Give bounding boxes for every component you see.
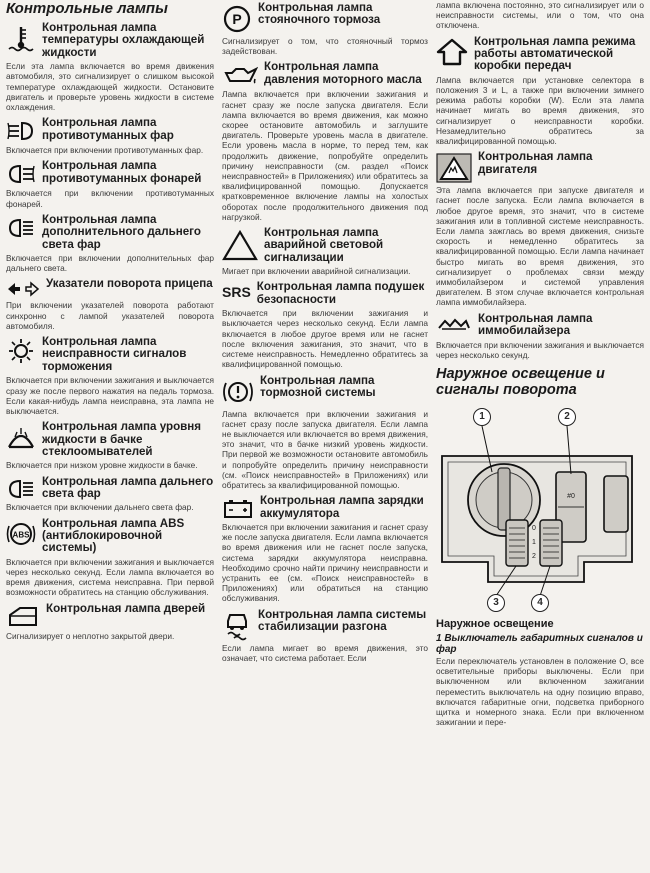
lamp-aux-high-beam — [6, 214, 214, 274]
lamp-title: Контрольная лампа зарядки аккумулятора — [260, 494, 424, 520]
column-middle — [222, 0, 428, 873]
lamp-text: Включается при включении противотуманных фонарей. — [6, 188, 214, 209]
lamp-text: Включается при включении зажигания и выключается через несколько секунд. — [436, 339, 644, 360]
light-switch-panel-drawing — [436, 402, 644, 614]
lamp-title: Контрольная лампа дверей — [46, 601, 206, 615]
immobilizer-icon — [436, 315, 472, 335]
lamp-text: Включается при включении дополнительных фар дальнего света. — [6, 253, 214, 274]
door-open-icon — [6, 605, 40, 629]
lamp-coolant — [6, 22, 214, 112]
coolant-temperature-icon — [6, 24, 36, 54]
lamp-title: Контрольная лампа системы стабилизации разгона — [258, 607, 427, 633]
lamp-title: Контрольная лампа давления моторного масла — [264, 60, 422, 86]
stability-control-icon — [222, 611, 252, 641]
lamp-text: Включается при низком уровне жидкости в бачке. — [6, 460, 198, 471]
srs-airbag-icon: SRS — [222, 284, 251, 301]
lamp-engine — [436, 151, 644, 307]
turn-signal-icon — [6, 280, 40, 298]
svg-text:ABS: ABS — [12, 530, 30, 540]
abs-icon — [6, 520, 36, 548]
outdoor-lighting-title: Наружное освещение и сигналы поворота — [436, 365, 605, 398]
lamp-brake-lights — [6, 336, 214, 416]
lamp-text: Лампа включается при включении зажигания и гаснет сразу же после запуска двигателя. Если лампа включается во время движения, как можно скорее остановите автомобиль и заглушите двигатель. Проверьте уровень масла в двигателе. Если уровень масла в норме, то перед тем, как продолжить движение, попробуйте определить причину неисправности (см. раздел «Поиск неисправностей» в Приложениях) или обратитесь за квалифицированной помощью. Допускается кратковременное включение лампы на холостых оборотах после продолжительного движения под нагрузкой. — [222, 89, 428, 222]
lamp-text: Включается при включении зажигания и выключается через несколько секунд. Если лампа включается во время движения, система неисправна. При первой возможности обратитесь на станцию обслуживания. — [6, 556, 214, 598]
lamp-title: Контрольная лампа аварийной световой сигнализации — [264, 226, 384, 264]
lamp-srs — [222, 281, 428, 369]
lamp-battery — [222, 495, 428, 603]
auxiliary-high-beam-icon — [6, 216, 36, 240]
lamp-front-fog — [6, 117, 214, 155]
battery-charge-icon — [222, 497, 254, 519]
switch-2-label: #0 — [567, 492, 575, 500]
high-beam-icon — [6, 478, 36, 500]
callout-1: 1 — [473, 408, 491, 426]
hazard-warning-icon — [222, 229, 258, 261]
lamp-title: Контрольная лампа двигателя — [478, 150, 593, 176]
lamp-text: Если эта лампа включается во время движения автомобиля, это сигнализирует о слишком высокой температуре охлаждающей жидкости. Остановите двигатель и проверьте уровень жидкости в системе охлаждения. — [6, 61, 214, 113]
washer-fluid-icon — [6, 423, 36, 449]
lamp-title: Контрольная лампа тормозной системы — [260, 373, 376, 399]
lamp-trailer-turn — [6, 278, 214, 331]
oil-pressure-icon — [222, 63, 258, 87]
lamp-text: Эта лампа включается при запуске двигателя и гаснет после запуска. Если лампа включается в любое другое время, это значит, что в системе зажигания или в топливной системе неисправность. Если лампа зажглась во время движения, снизьте скорость и немедленно обратитесь за квалифицированной помощью. Если лампа начинает быстро мигать во время движения, это сигнализирует о проблемах связи между иммобилайзером и системой управления двигателем. В этом случае включается контрольная лампа иммобилайзера. — [436, 185, 644, 308]
item-title: 1 Выключатель габаритных сигналов и фар — [436, 632, 643, 656]
lamp-washer-fluid — [6, 421, 214, 470]
item-text: Если переключатель установлен в положение О, все осветительные приборы выключены. Если при выключенном или включенном зажигании переместить выключатель на одну позицию вправо, включатся габаритные огни, подсветка приборного щитка и номерного знака. Если при включенном зажигании и пере- — [436, 655, 644, 728]
parking-brake-icon — [222, 4, 252, 34]
section-title: Контрольные лампы — [6, 0, 168, 17]
lamp-text: Включается при включении зажигания и выключается через несколько секунд. Если лампа включается в любое другое время или не гаснет после включения зажигания, это значит, что в системе неисправность. Немедленно обратитесь за квалифицированной помощью. — [222, 308, 428, 370]
thumbwheel-4 — [540, 520, 562, 566]
lamp-text: Включается при включении дальнего света фар. — [6, 502, 194, 513]
automatic-transmission-mode-icon — [436, 38, 468, 66]
subsection-title: Наружное освещение — [436, 617, 554, 630]
lamp-oil-pressure — [222, 61, 428, 222]
thumbwheel-3 — [506, 520, 528, 566]
lamp-hazard — [222, 227, 428, 276]
lamp-stability — [222, 609, 428, 663]
lamp-transmission — [436, 36, 644, 147]
lamp-text: Лампа включается при установке селектора в положения 3 и L, а также при включении зимнего режима работы коробки (W). Если эта лампа начинает мигать во время движения, это сигнализирует о неисправности коробки. Незамедлительно обратитесь за квалифицированной помощью. — [436, 74, 644, 147]
lamp-rear-fog — [6, 160, 214, 208]
lamp-text: Включается при включении противотуманных фар. — [6, 145, 204, 156]
lamp-text: Включается при включении зажигания и выключается сразу же после первого нажатия на педаль тормоза. Если какая-нибудь лампа неисправна, эта лампа не выключается. — [6, 375, 214, 416]
lamp-title: Контрольная лампа дополнительного дальнего света фар — [42, 212, 201, 251]
callout-3: 3 — [487, 594, 505, 612]
position-label: 1 — [532, 538, 536, 546]
lamp-immobilizer — [436, 313, 644, 360]
lamp-text: Если лампа мигает во время движения, это означает, что система работает. Если — [222, 642, 428, 663]
lamp-text: Мигает при включении аварийной сигнализации. — [222, 266, 411, 277]
callout-4: 4 — [531, 594, 549, 612]
lamp-parking-brake — [222, 2, 428, 56]
column-right — [436, 0, 644, 873]
callout-2: 2 — [558, 408, 576, 426]
lamp-title: Контрольная лампа противотуманных фар — [42, 116, 174, 142]
lamp-title: Контрольная лампа температуры охлаждающей жидкости — [42, 21, 205, 59]
lamp-text: Сигнализирует о неплотно закрытой двери. — [6, 630, 175, 641]
lamp-brake-system — [222, 375, 428, 491]
position-label: 2 — [532, 552, 536, 560]
lamp-text: Включается при включении зажигания и гаснет сразу же после запуска двигателя. Если лампа включается во время движения или не гаснет после запуска, система зарядки аккумулятора неисправна. Необходимо срочно найти причину неисправности и устранить ее (см. «Поиск неисправностей» в Приложениях) или обратиться на станцию обслуживания. — [222, 521, 428, 604]
lamp-title: Контрольная лампа уровня жидкости в бачке стеклоомывателей — [42, 420, 202, 458]
lamp-high-beam — [6, 476, 214, 513]
lamp-title: Контрольная лампа стояночного тормоза — [258, 1, 381, 27]
lamp-title: Указатели поворота прицепа — [46, 277, 213, 291]
lamp-title: Контрольная лампа дальнего света фар — [42, 474, 214, 500]
position-label: 0 — [532, 524, 536, 532]
light-switch-figure — [436, 402, 644, 614]
brake-light-fault-icon — [6, 338, 36, 364]
switch-right — [604, 476, 628, 532]
lamp-title: Контрольная лампа противотуманных фонарей — [42, 159, 202, 185]
lamp-title: Контрольная лампа режима работы автоматической коробки передач — [474, 34, 636, 73]
front-fog-light-icon — [6, 119, 36, 143]
lamp-doors — [6, 603, 214, 641]
continued-text: лампа включена постоянно, это сигнализирует или о неисправности системы, или о том, что она отключена. — [436, 0, 644, 31]
column-left — [6, 0, 214, 873]
lamp-abs — [6, 518, 214, 598]
rear-fog-light-icon — [6, 162, 36, 186]
lamp-title: Контрольная лампа неисправности сигналов торможения — [42, 335, 187, 373]
lamp-text: Сигнализирует о том, что стояночный тормоз задействован. — [222, 36, 428, 57]
lamp-title: Контрольная лампа подушек безопасности — [256, 280, 425, 306]
lamp-text: Лампа включается при включении зажигания и гаснет сразу после запуска двигателя. Если лампа не выключается или включается во время движения, это значит, что в бачке низкий уровень жидкости. При первой же возможности остановите автомобиль и попробуйте определить причину неисправности (см. «Поиск неисправностей» в Приложениях) или обратитесь за квалифицированной помощью. — [222, 408, 428, 490]
lamp-title: Контрольная лампа ABS (антиблокировочной системы) — [42, 516, 185, 555]
svg-text:P: P — [232, 11, 242, 27]
lamp-text: При включении указателей поворота работают синхронно с лампой указателей поворота автомобиля. — [6, 300, 214, 331]
brake-system-icon — [222, 377, 254, 407]
engine-warning-icon — [436, 153, 472, 183]
lamp-title: Контрольная лампа иммобилайзера — [478, 311, 593, 338]
